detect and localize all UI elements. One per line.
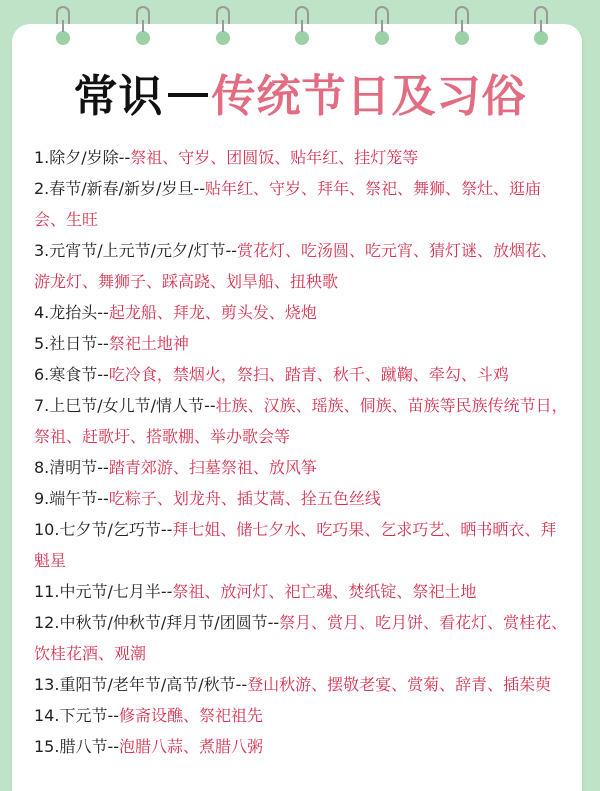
binder-ring-icon: [214, 6, 232, 46]
festival-item: [34, 607, 568, 669]
festival-item: [34, 483, 568, 514]
festival-customs: 祭祖、守岁、团圆饭、贴年红、挂灯笼等: [130, 148, 419, 167]
separator: --: [97, 489, 109, 508]
binder-ring-icon: [134, 6, 152, 46]
festival-name: 2.春节/新春/新岁/岁旦: [34, 179, 194, 198]
festival-item: [34, 235, 568, 297]
festival-name: 1.除夕/岁除: [34, 148, 119, 167]
festival-name: 4.龙抬头: [34, 303, 98, 322]
separator: --: [97, 334, 109, 353]
festival-list: [34, 142, 568, 762]
festival-item: [34, 297, 568, 328]
festival-name: 14.下元节: [34, 706, 108, 725]
separator: --: [97, 365, 109, 384]
page-title: [0, 60, 600, 124]
separator: --: [225, 241, 237, 260]
festival-name: 12.中秋节/仲秋节/拜月节/团圆节: [34, 613, 268, 632]
binder-ring-icon: [293, 6, 311, 46]
separator: --: [97, 303, 109, 322]
separator: --: [107, 706, 119, 725]
festival-item: [34, 390, 568, 452]
festival-item: [34, 669, 568, 700]
separator: --: [118, 148, 131, 167]
festival-item: [34, 731, 568, 762]
festival-customs: 贴年红、守岁、拜年、祭祀、舞狮、祭灶、逛庙会、生旺: [34, 179, 542, 229]
separator: --: [267, 613, 280, 632]
festival-name: 15.腊八节: [34, 737, 108, 756]
festival-customs: 吃冷食，禁烟火，祭扫、踏青、秋千、蹴鞠、牵勾、斗鸡: [108, 365, 509, 384]
festival-customs: 祭祀土地神: [108, 334, 189, 353]
festival-item: [34, 142, 568, 173]
festival-customs: 祭月、赏月、吃月饼、看花灯、赏桂花、饮桂花酒、观潮: [34, 613, 568, 663]
separator: --: [107, 737, 119, 756]
festival-item: [34, 452, 568, 483]
festival-customs: 登山秋游、摆敬老宴、赏菊、辞青、插茱萸: [247, 675, 552, 694]
separator: --: [193, 179, 205, 198]
festival-item: [34, 576, 568, 607]
festival-item: [34, 359, 568, 390]
separator: --: [160, 582, 173, 601]
festival-name: 9.端午节: [34, 489, 98, 508]
separator: --: [204, 396, 216, 415]
binder-ring-icon: [453, 6, 471, 46]
festival-name: 7.上巳节/女儿节/情人节: [34, 396, 205, 415]
festival-customs: 修斋设醮、祭祀祖先: [119, 706, 264, 725]
festival-customs: 壮族、汉族、瑶族、侗族、苗族等民族传统节日，祭祖、赶歌圩、搭歌棚、举办歌会等: [34, 396, 568, 446]
festival-customs: 祭祖、放河灯、祀亡魂、焚纸锭、祭祀土地: [172, 582, 477, 601]
binder-rings: [0, 0, 600, 60]
festival-name: 5.社日节: [34, 334, 98, 353]
title-main: 传统节日及习俗: [211, 71, 527, 122]
binder-ring-icon: [373, 6, 391, 46]
festival-name: 13.重阳节/老年节/高节/秋节: [34, 675, 236, 694]
title-prefix: 常识: [73, 71, 164, 122]
festival-item: [34, 700, 568, 731]
festival-item: [34, 328, 568, 359]
festival-item: [34, 514, 568, 576]
separator: --: [97, 458, 109, 477]
binder-ring-icon: [532, 6, 550, 46]
festival-name: 6.寒食节: [34, 365, 98, 384]
festival-name: 10.七夕节/乞巧节: [34, 520, 161, 539]
festival-customs: 赏花灯、吃汤圆、吃元宵、猜灯谜、放烟花、游龙灯、舞狮子、踩高跷、划旱船、扭秧歌: [34, 241, 558, 291]
separator: --: [235, 675, 248, 694]
festival-customs: 踏青郊游、扫墓祭祖、放风筝: [108, 458, 317, 477]
festival-customs: 起龙船、拜龙、剪头发、烧炮: [108, 303, 317, 322]
festival-customs: 泡腊八蒜、煮腊八粥: [119, 737, 264, 756]
festival-name: 8.清明节: [34, 458, 98, 477]
separator: --: [160, 520, 173, 539]
binder-ring-icon: [54, 6, 72, 46]
festival-item: [34, 173, 568, 235]
festival-customs: 吃粽子、划龙舟、插艾蒿、拴五色丝线: [108, 489, 381, 508]
title-dash: [168, 93, 208, 97]
festival-customs: 拜七姐、储七夕水、吃巧果、乞求巧艺、晒书晒衣、拜魁星: [34, 520, 557, 570]
festival-name: 11.中元节/七月半: [34, 582, 161, 601]
festival-name: 3.元宵节/上元节/元夕/灯节: [34, 241, 226, 260]
